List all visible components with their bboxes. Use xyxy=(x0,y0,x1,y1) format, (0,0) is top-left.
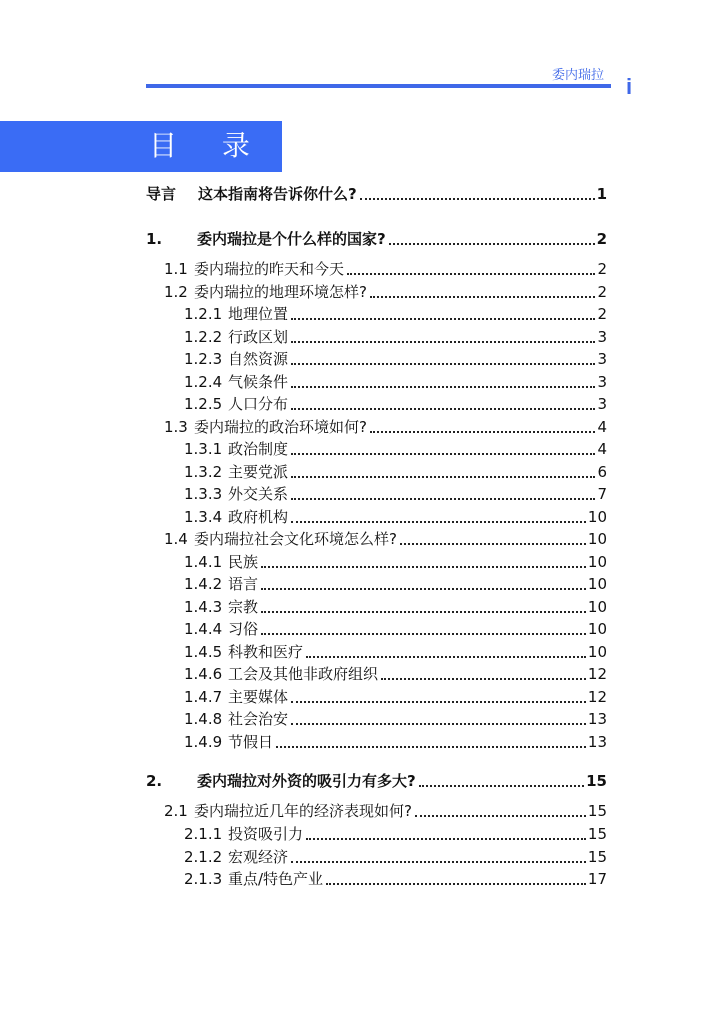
toc-dot-leader xyxy=(389,231,595,245)
toc-entry-page: 10 xyxy=(587,575,607,593)
toc-dot-leader xyxy=(347,261,595,275)
toc-entry[interactable] xyxy=(184,866,607,888)
toc-entry-page: 15 xyxy=(587,825,607,843)
toc-dot-leader xyxy=(291,374,595,388)
toc-entry-page: 2 xyxy=(597,283,607,301)
toc-dot-leader xyxy=(291,486,595,500)
toc-entry-title: 投资吸引力 xyxy=(228,825,304,843)
running-header-title: 委内瑞拉 xyxy=(551,68,604,83)
toc-entry-number: 1.4.1 xyxy=(184,553,223,571)
toc-entry-number: 1.3.1 xyxy=(184,440,223,458)
toc-entry-title: 节假日 xyxy=(228,733,274,751)
toc-entry[interactable] xyxy=(184,369,607,391)
toc-entry-page: 7 xyxy=(597,485,607,503)
toc-dot-leader xyxy=(306,644,586,658)
toc-entry-page: 12 xyxy=(587,665,607,683)
toc-entry-title: 科教和医疗 xyxy=(228,643,304,661)
toc-entry-page: 3 xyxy=(597,328,607,346)
toc-entry[interactable] xyxy=(184,549,607,571)
toc-entry[interactable] xyxy=(184,301,607,323)
toc-entry-page: 2 xyxy=(597,260,607,278)
toc-entry-page: 15 xyxy=(587,848,607,866)
toc-entry[interactable] xyxy=(164,526,607,548)
toc-entry-number: 1.4.8 xyxy=(184,710,223,728)
toc-entry[interactable] xyxy=(146,768,607,790)
toc-entry-title: 宗教 xyxy=(228,598,259,616)
toc-entry-page: 1 xyxy=(596,185,607,203)
toc-entry-number: 1.4.2 xyxy=(184,575,223,593)
toc-entry-page: 17 xyxy=(587,870,607,888)
toc-entry-page: 12 xyxy=(587,688,607,706)
toc-entry[interactable] xyxy=(164,279,607,301)
toc-dot-leader xyxy=(291,849,586,863)
toc-entry-page: 4 xyxy=(597,440,607,458)
toc-entry-number: 1. xyxy=(146,230,163,248)
toc-entry-title: 重点/特色产业 xyxy=(228,870,324,888)
toc-dot-leader xyxy=(261,554,586,568)
toc-dot-leader xyxy=(381,666,586,680)
toc-entry-title: 社会治安 xyxy=(228,710,289,728)
toc-entry-title: 主要党派 xyxy=(228,463,289,481)
toc-entry-page: 3 xyxy=(597,395,607,413)
toc-entry-number: 1.1 xyxy=(164,260,188,278)
toc-entry-page: 13 xyxy=(587,710,607,728)
toc-dot-leader xyxy=(370,419,595,433)
toc-entry-title: 这本指南将告诉你什么? xyxy=(198,185,357,203)
toc-entry-title: 习俗 xyxy=(228,620,259,638)
toc-entry[interactable] xyxy=(164,256,607,278)
toc-entry[interactable] xyxy=(184,391,607,413)
toc-entry-number: 导言 xyxy=(146,185,177,203)
toc-entry[interactable] xyxy=(184,571,607,593)
toc-entry-title: 气候条件 xyxy=(228,373,289,391)
toc-dot-leader xyxy=(291,329,595,343)
toc-entry-page: 10 xyxy=(587,508,607,526)
toc-entry-title: 语言 xyxy=(228,575,259,593)
toc-entry-number: 1.3 xyxy=(164,418,188,436)
toc-dot-leader xyxy=(291,396,595,410)
toc-entry-number: 1.3.3 xyxy=(184,485,223,503)
toc-entry-page: 3 xyxy=(597,373,607,391)
toc-dot-leader xyxy=(306,826,586,840)
toc-entry-number: 1.2.5 xyxy=(184,395,223,413)
toc-entry[interactable] xyxy=(184,616,607,638)
toc-entry-number: 1.4.7 xyxy=(184,688,223,706)
toc-entry-title: 委内瑞拉近几年的经济表现如何? xyxy=(194,802,412,820)
toc-title-band xyxy=(0,121,282,172)
toc-dot-leader xyxy=(415,803,586,817)
toc-dot-leader xyxy=(370,284,595,298)
toc-dot-leader xyxy=(419,773,584,787)
toc-entry-title: 工会及其他非政府组织 xyxy=(228,665,379,683)
toc-entry-number: 1.4.3 xyxy=(184,598,223,616)
toc-entry[interactable] xyxy=(184,594,607,616)
header-rule xyxy=(146,84,611,88)
toc-entry[interactable] xyxy=(184,706,607,728)
toc-dot-leader xyxy=(291,351,595,365)
toc-entry-page: 10 xyxy=(587,643,607,661)
toc-entry-number: 1.3.2 xyxy=(184,463,223,481)
toc-dot-leader xyxy=(291,711,586,725)
toc-title: 目 录 xyxy=(149,129,268,162)
toc-entry-number: 2.1 xyxy=(164,802,188,820)
toc-entry-page: 10 xyxy=(587,553,607,571)
toc-entry-number: 2.1.3 xyxy=(184,870,223,888)
toc-entry-number: 1.4 xyxy=(164,530,188,548)
toc-entry[interactable] xyxy=(184,639,607,661)
toc-entry-number: 1.4.5 xyxy=(184,643,223,661)
toc-entry-page: 13 xyxy=(587,733,607,751)
toc-dot-leader xyxy=(400,531,586,545)
toc-dot-leader xyxy=(261,576,586,590)
toc-entry-page: 10 xyxy=(587,620,607,638)
toc-entry[interactable] xyxy=(184,684,607,706)
toc-entry[interactable] xyxy=(164,798,607,820)
toc-entry[interactable] xyxy=(184,729,607,751)
toc-entry-number: 1.2.2 xyxy=(184,328,223,346)
page-number: i xyxy=(626,74,633,99)
toc-entry-title: 主要媒体 xyxy=(228,688,289,706)
toc-entry[interactable] xyxy=(184,504,607,526)
toc-entry-page: 15 xyxy=(586,772,607,790)
toc-entry-title: 政府机构 xyxy=(228,508,289,526)
toc-entry-title: 政治制度 xyxy=(228,440,289,458)
toc-entry[interactable] xyxy=(184,661,607,683)
toc-dot-leader xyxy=(291,464,595,478)
toc-entry[interactable] xyxy=(184,436,607,458)
toc-entry-page: 6 xyxy=(597,463,607,481)
toc-entry-page: 10 xyxy=(587,598,607,616)
toc-entry-page: 2 xyxy=(596,230,607,248)
toc-entry-title: 自然资源 xyxy=(228,350,289,368)
toc-entry-number: 2.1.1 xyxy=(184,825,223,843)
toc-entry[interactable] xyxy=(184,481,607,503)
toc-entry[interactable] xyxy=(146,226,607,248)
toc-entry-title: 人口分布 xyxy=(228,395,289,413)
toc-dot-leader xyxy=(291,509,586,523)
toc-entry-number: 1.3.4 xyxy=(184,508,223,526)
toc-entry[interactable] xyxy=(164,414,607,436)
toc-dot-leader xyxy=(261,621,586,635)
toc-entry-number: 1.2.3 xyxy=(184,350,223,368)
toc-entry-title: 委内瑞拉是个什么样的国家? xyxy=(197,230,386,248)
toc-entry-page: 2 xyxy=(597,305,607,323)
toc-entry-number: 1.2.1 xyxy=(184,305,223,323)
toc-entry-title: 外交关系 xyxy=(228,485,289,503)
toc-dot-leader xyxy=(261,599,586,613)
toc-dot-leader xyxy=(291,441,595,455)
toc-entry-number: 2. xyxy=(146,772,163,790)
toc-entry[interactable] xyxy=(184,821,607,843)
toc-entry-page: 4 xyxy=(597,418,607,436)
toc-entry-number: 1.4.6 xyxy=(184,665,223,683)
toc-entry[interactable] xyxy=(184,459,607,481)
toc-entry-number: 1.2.4 xyxy=(184,373,223,391)
toc-entry-page: 15 xyxy=(587,802,607,820)
toc-entry-title: 行政区划 xyxy=(228,328,289,346)
toc-entry-title: 民族 xyxy=(228,553,259,571)
toc-entry-title: 委内瑞拉对外资的吸引力有多大? xyxy=(197,772,416,790)
toc-dot-leader xyxy=(360,186,595,200)
toc-entry-title: 地理位置 xyxy=(228,305,289,323)
toc-entry-page: 3 xyxy=(597,350,607,368)
toc-entry[interactable] xyxy=(184,844,607,866)
toc-dot-leader xyxy=(276,734,586,748)
toc-entry-title: 宏观经济 xyxy=(228,848,289,866)
toc-entry-number: 1.2 xyxy=(164,283,188,301)
toc-dot-leader xyxy=(291,306,595,320)
toc-entry-page: 10 xyxy=(587,530,607,548)
toc-entry-title: 委内瑞拉社会文化环境怎么样? xyxy=(194,530,397,548)
toc-entry-number: 1.4.4 xyxy=(184,620,223,638)
toc-dot-leader xyxy=(326,871,586,885)
toc-dot-leader xyxy=(291,689,586,703)
toc-entry-title: 委内瑞拉的地理环境怎样? xyxy=(194,283,367,301)
toc-entry-number: 2.1.2 xyxy=(184,848,223,866)
toc-entry-title: 委内瑞拉的昨天和今天 xyxy=(194,260,345,278)
toc-entry-number: 1.4.9 xyxy=(184,733,223,751)
toc-entry[interactable] xyxy=(184,346,607,368)
toc-entry[interactable] xyxy=(184,324,607,346)
toc-entry[interactable] xyxy=(146,181,607,203)
toc-entry-title: 委内瑞拉的政治环境如何? xyxy=(194,418,367,436)
